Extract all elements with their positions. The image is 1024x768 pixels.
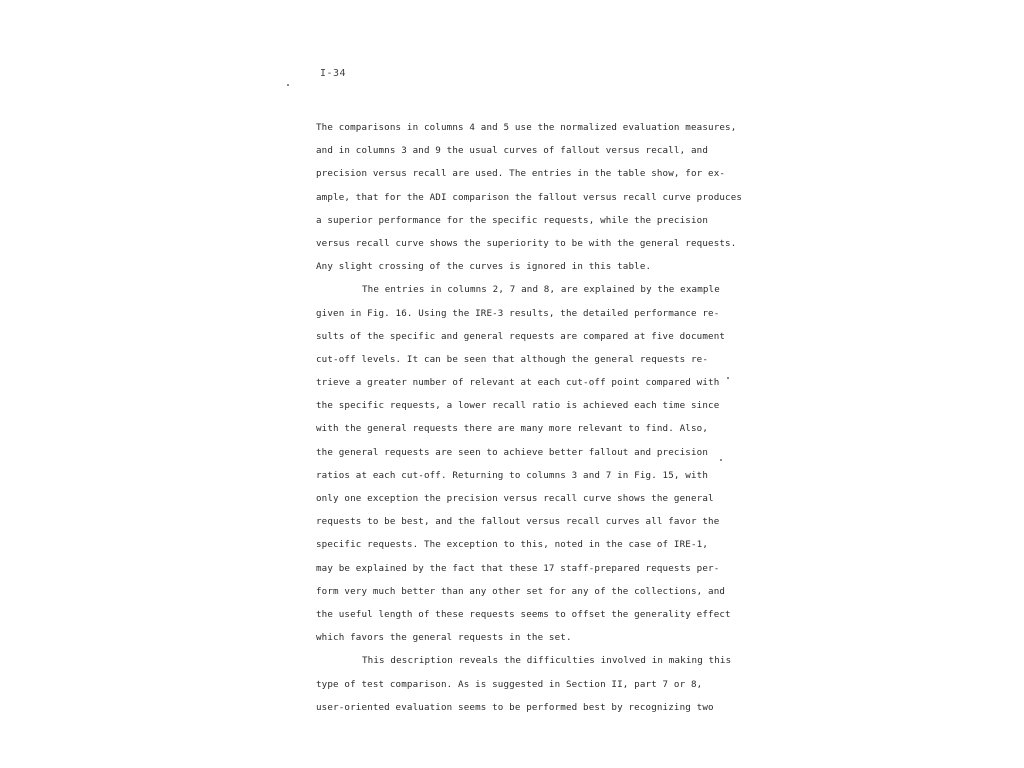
text-line: which favors the general requests in the set. xyxy=(316,632,572,644)
text-line: specific requests. The exception to this, noted in the case of IRE-1, xyxy=(316,539,709,551)
text-line: given in Fig. 16. Using the IRE-3 results, the detailed performance re- xyxy=(316,307,720,319)
text-line: and in columns 3 and 9 the usual curves of fallout versus recall, and xyxy=(316,145,709,157)
text-line: the general requests are seen to achieve better fallout and precision xyxy=(316,446,709,458)
paragraph-start-line: The entries in columns 2, 7 and 8, are explained by the example xyxy=(362,284,720,296)
text-line: cut-off levels. It can be seen that although the general requests re- xyxy=(316,353,709,365)
text-line: with the general requests there are many more relevant to find. Also, xyxy=(316,423,709,435)
text-line: only one exception the precision versus recall curve shows the general xyxy=(316,493,714,504)
body-text xyxy=(316,116,743,719)
text-line: form very much better than any other set for any of the collections, and xyxy=(316,585,726,597)
text-line: may be explained by the fact that these 17 staff-prepared requests per- xyxy=(316,562,720,574)
scan-speck xyxy=(287,84,289,86)
page-number: I-34 xyxy=(320,68,347,79)
text-line: sults of the specific and general requests are compared at five document xyxy=(316,330,726,342)
text-line: user-oriented evaluation seems to be performed best by recognizing two xyxy=(316,701,714,713)
text-line: ratios at each cut-off. Returning to columns 3 and 7 in Fig. 15, with xyxy=(316,469,709,481)
text-line: requests to be best, and the fallout versus recall curves all favor the xyxy=(316,516,720,528)
text-line: trieve a greater number of relevant at each cut-off point compared with xyxy=(316,377,720,389)
text-line: ample, that for the ADI comparison the fallout versus recall curve produces xyxy=(316,191,743,203)
text-line: The comparisons in columns 4 and 5 use the normalized evaluation measures, xyxy=(316,122,737,133)
text-line: a superior performance for the specific requests, while the precision xyxy=(316,214,709,226)
text-line: Any slight crossing of the curves is ignored in this table. xyxy=(316,261,652,273)
text-line: type of test comparison. As is suggested in Section II, part 7 or 8, xyxy=(316,678,703,690)
text-line: the specific requests, a lower recall ratio is achieved each time since xyxy=(316,400,720,412)
paragraph-start-line: This description reveals the difficulties involved in making this xyxy=(362,655,732,667)
text-line: the useful length of these requests seems to offset the generality effect xyxy=(316,608,731,620)
text-line: precision versus recall are used. The entries in the table show, for ex- xyxy=(316,168,726,180)
text-line: versus recall curve shows the superiority to be with the general requests. xyxy=(316,237,737,249)
